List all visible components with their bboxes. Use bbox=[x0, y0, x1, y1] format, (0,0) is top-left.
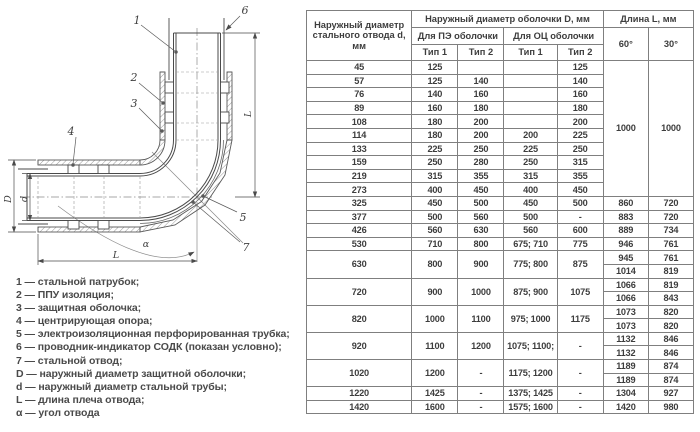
table-cell: 1000 bbox=[648, 61, 693, 197]
table-cell: 219 bbox=[307, 169, 412, 183]
table-cell: 325 bbox=[307, 196, 412, 210]
table-cell: 846 bbox=[648, 346, 693, 360]
table-row bbox=[307, 210, 694, 224]
table-cell: 1420 bbox=[307, 400, 412, 414]
table-cell: 450 bbox=[504, 196, 557, 210]
table-cell: 734 bbox=[648, 224, 693, 238]
header-oc-shell: Для ОЦ оболочки bbox=[504, 28, 603, 45]
table-cell: 377 bbox=[307, 210, 412, 224]
jacket-end-caps bbox=[38, 72, 232, 232]
header-type1-oc: Тип 1 bbox=[504, 45, 557, 61]
table-row bbox=[307, 360, 694, 374]
table-cell: 159 bbox=[307, 156, 412, 170]
table-cell: 450 bbox=[557, 183, 603, 197]
table-cell: 820 bbox=[307, 305, 412, 332]
table-cell: 775 bbox=[557, 237, 603, 251]
legend-item: L — длина плеча отвода; bbox=[16, 393, 145, 406]
table-cell: 843 bbox=[648, 292, 693, 306]
table-cell: 1175; 1200 bbox=[504, 360, 557, 387]
table-cell: 250 bbox=[458, 142, 504, 156]
table-cell: 315 bbox=[504, 169, 557, 183]
table-cell: 1189 bbox=[603, 360, 648, 374]
table-cell: 1304 bbox=[603, 387, 648, 401]
table-cell: 945 bbox=[603, 251, 648, 265]
table-cell: 630 bbox=[307, 251, 412, 278]
table-cell: 500 bbox=[412, 210, 458, 224]
legend-item: D — наружный диаметр защитной оболочки; bbox=[16, 367, 247, 380]
table-cell: 1000 bbox=[412, 305, 458, 332]
table-cell: 889 bbox=[603, 224, 648, 238]
callout-1: 1 bbox=[133, 14, 141, 27]
table-cell bbox=[504, 115, 557, 129]
table-cell: 980 bbox=[648, 400, 693, 414]
header-angle-30: 30° bbox=[648, 28, 693, 61]
table-cell: 140 bbox=[557, 74, 603, 88]
table-cell: 800 bbox=[458, 237, 504, 251]
callout-7: 7 bbox=[242, 241, 250, 254]
table-cell: 160 bbox=[458, 88, 504, 102]
table-cell: 1014 bbox=[603, 264, 648, 278]
table-cell: 140 bbox=[412, 88, 458, 102]
table-cell: 1100 bbox=[412, 332, 458, 359]
table-cell: 1000 bbox=[458, 278, 504, 305]
table-cell: 1575; 1600 bbox=[504, 400, 557, 414]
table-cell: 280 bbox=[458, 156, 504, 170]
table-cell: 1073 bbox=[603, 319, 648, 333]
table-cell: 133 bbox=[307, 142, 412, 156]
table-cell: 45 bbox=[307, 61, 412, 75]
table-cell: 874 bbox=[648, 360, 693, 374]
table-cell: 800 bbox=[412, 251, 458, 278]
dim-label-L-vertical: L bbox=[243, 110, 254, 118]
header-diameter-d: Наружный диаметр стального отвода d, мм bbox=[307, 11, 412, 61]
table-cell: 180 bbox=[412, 115, 458, 129]
legend-item: 5 — электроизоляционная перфорированная трубка; bbox=[16, 328, 290, 341]
table-cell: - bbox=[458, 400, 504, 414]
header-type1-pe: Тип 1 bbox=[412, 45, 458, 61]
centering-supports bbox=[68, 82, 229, 229]
table-cell: 57 bbox=[307, 74, 412, 88]
table-cell: 355 bbox=[458, 169, 504, 183]
table-cell: 1200 bbox=[458, 332, 504, 359]
table-cell: 1220 bbox=[307, 387, 412, 401]
table-cell: 720 bbox=[307, 278, 412, 305]
table-cell: 108 bbox=[307, 115, 412, 129]
table-cell: 874 bbox=[648, 373, 693, 387]
centerlines bbox=[22, 28, 212, 207]
spec-table bbox=[306, 10, 694, 414]
callout-4: 4 bbox=[67, 125, 75, 138]
table-cell bbox=[458, 61, 504, 75]
table-cell: 450 bbox=[412, 196, 458, 210]
table-cell: 1075; 1100; bbox=[504, 332, 557, 359]
table-cell: 1132 bbox=[603, 332, 648, 346]
legend-item: 7 — стальной отвод; bbox=[16, 354, 123, 367]
table-cell: 920 bbox=[307, 332, 412, 359]
table-cell: 225 bbox=[557, 128, 603, 142]
table-row bbox=[307, 387, 694, 401]
table-cell: - bbox=[557, 387, 603, 401]
callout-2: 2 bbox=[130, 71, 138, 84]
table-cell: 315 bbox=[557, 156, 603, 170]
table-cell: 946 bbox=[603, 237, 648, 251]
table-row bbox=[307, 224, 694, 238]
table-cell: 450 bbox=[458, 183, 504, 197]
table-cell: 1175 bbox=[557, 305, 603, 332]
table-cell: 530 bbox=[307, 237, 412, 251]
dim-label-L-horizontal: L bbox=[112, 250, 120, 261]
table-cell: 975; 1000 bbox=[504, 305, 557, 332]
table-row bbox=[307, 251, 694, 265]
table-cell: - bbox=[557, 332, 603, 359]
table-cell: 125 bbox=[412, 61, 458, 75]
elbow-drawing-pane bbox=[0, 0, 305, 270]
table-cell: 160 bbox=[412, 101, 458, 115]
table-cell: 200 bbox=[504, 128, 557, 142]
table-cell: 1189 bbox=[603, 373, 648, 387]
header-type2-oc: Тип 2 bbox=[557, 45, 603, 61]
legend-item: 6 — проводник-индикатор СОДК (показан условно); bbox=[16, 341, 282, 354]
jacket-shell bbox=[38, 72, 232, 232]
legend-item: 4 — центрирующая опора; bbox=[16, 315, 153, 328]
table-cell: 860 bbox=[603, 196, 648, 210]
table-cell: 1375; 1425 bbox=[504, 387, 557, 401]
table-cell: 180 bbox=[557, 101, 603, 115]
table-cell: 560 bbox=[458, 210, 504, 224]
table-cell: 875 bbox=[557, 251, 603, 278]
table-cell: 315 bbox=[412, 169, 458, 183]
table-cell: 1100 bbox=[458, 305, 504, 332]
table-cell: 225 bbox=[412, 142, 458, 156]
table-cell: 1020 bbox=[307, 360, 412, 387]
table-cell: 1073 bbox=[603, 305, 648, 319]
table-cell: 710 bbox=[412, 237, 458, 251]
header-angle-60: 60° bbox=[603, 28, 648, 61]
table-cell: 846 bbox=[648, 332, 693, 346]
table-row bbox=[307, 400, 694, 414]
table-cell: 761 bbox=[648, 237, 693, 251]
table-row bbox=[307, 332, 694, 346]
table-cell: 1066 bbox=[603, 292, 648, 306]
table-row bbox=[307, 278, 694, 292]
table-cell: 89 bbox=[307, 101, 412, 115]
table-cell: 1200 bbox=[412, 360, 458, 387]
table-cell: 180 bbox=[412, 128, 458, 142]
table-cell: 900 bbox=[412, 278, 458, 305]
table-cell: 927 bbox=[648, 387, 693, 401]
table-cell: 400 bbox=[504, 183, 557, 197]
table-row bbox=[307, 305, 694, 319]
spec-table-wrap bbox=[306, 10, 694, 414]
table-cell: 426 bbox=[307, 224, 412, 238]
legend-item: 2 — ППУ изоляция; bbox=[16, 289, 114, 302]
table-row bbox=[307, 237, 694, 251]
table-cell: 1075 bbox=[557, 278, 603, 305]
table-cell: 250 bbox=[412, 156, 458, 170]
table-cell: 820 bbox=[648, 305, 693, 319]
table-cell: 775; 800 bbox=[504, 251, 557, 278]
table-cell: 875; 900 bbox=[504, 278, 557, 305]
elbow-diagram bbox=[0, 0, 305, 270]
table-cell: 720 bbox=[648, 210, 693, 224]
table-cell: - bbox=[458, 387, 504, 401]
table-cell: - bbox=[557, 210, 603, 224]
table-cell: 200 bbox=[458, 128, 504, 142]
table-cell: 500 bbox=[557, 196, 603, 210]
header-length-group: Длина L, мм bbox=[603, 11, 693, 28]
table-cell: 1000 bbox=[603, 61, 648, 197]
table-cell: 1600 bbox=[412, 400, 458, 414]
dim-label-alpha: α bbox=[142, 239, 150, 250]
table-cell: - bbox=[557, 360, 603, 387]
legend-item: 3 — защитная оболочка; bbox=[16, 302, 141, 315]
legend-item: α — угол отвода bbox=[16, 406, 100, 419]
callout-3: 3 bbox=[130, 97, 138, 110]
table-body bbox=[307, 61, 694, 414]
table-cell: 200 bbox=[458, 115, 504, 129]
table-cell: 225 bbox=[504, 142, 557, 156]
table-cell: 560 bbox=[412, 224, 458, 238]
table-row bbox=[307, 196, 694, 210]
header-type2-pe: Тип 2 bbox=[458, 45, 504, 61]
table-row bbox=[307, 61, 694, 75]
legend bbox=[16, 276, 302, 420]
table-cell: 125 bbox=[557, 61, 603, 75]
table-cell: 1132 bbox=[603, 346, 648, 360]
table-cell: 1420 bbox=[603, 400, 648, 414]
table-cell: 114 bbox=[307, 128, 412, 142]
table-cell: - bbox=[458, 360, 504, 387]
table-cell: 125 bbox=[412, 74, 458, 88]
table-cell: 675; 710 bbox=[504, 237, 557, 251]
table-cell: 761 bbox=[648, 251, 693, 265]
table-cell: 560 bbox=[504, 224, 557, 238]
legend-item: d — наружный диаметр стальной трубы; bbox=[16, 380, 227, 393]
table-cell: 200 bbox=[557, 115, 603, 129]
table-cell bbox=[504, 61, 557, 75]
table-cell: 600 bbox=[557, 224, 603, 238]
callout-6: 6 bbox=[241, 4, 249, 17]
table-cell bbox=[504, 74, 557, 88]
table-cell: 819 bbox=[648, 264, 693, 278]
table-cell: 250 bbox=[557, 142, 603, 156]
dim-label-d: d bbox=[19, 195, 30, 203]
callout-5: 5 bbox=[239, 211, 247, 224]
legend-item: 1 — стальной патрубок; bbox=[16, 276, 140, 288]
table-cell: 1425 bbox=[412, 387, 458, 401]
table-cell: 500 bbox=[458, 196, 504, 210]
table-cell: 273 bbox=[307, 183, 412, 197]
table-cell: 500 bbox=[504, 210, 557, 224]
table-cell: 355 bbox=[557, 169, 603, 183]
table-cell bbox=[504, 88, 557, 102]
table-cell: 883 bbox=[603, 210, 648, 224]
table-cell: 900 bbox=[458, 251, 504, 278]
table-cell: 400 bbox=[412, 183, 458, 197]
table-cell: 250 bbox=[504, 156, 557, 170]
table-cell: 819 bbox=[648, 278, 693, 292]
header-pe-shell: Для ПЭ оболочки bbox=[412, 28, 504, 45]
table-cell bbox=[504, 101, 557, 115]
dim-label-D: D bbox=[3, 195, 14, 203]
table-cell: 76 bbox=[307, 88, 412, 102]
header-diameter-D-group: Наружный диаметр оболочки D, мм bbox=[412, 11, 603, 28]
table-cell: 820 bbox=[648, 319, 693, 333]
hidden-edges bbox=[38, 72, 218, 218]
table-cell: 180 bbox=[458, 101, 504, 115]
table-cell: 160 bbox=[557, 88, 603, 102]
table-cell: 720 bbox=[648, 196, 693, 210]
table-cell: 1066 bbox=[603, 278, 648, 292]
table-cell: 630 bbox=[458, 224, 504, 238]
table-cell: 140 bbox=[458, 74, 504, 88]
callout-leaders bbox=[72, 16, 240, 242]
table-cell: - bbox=[557, 400, 603, 414]
